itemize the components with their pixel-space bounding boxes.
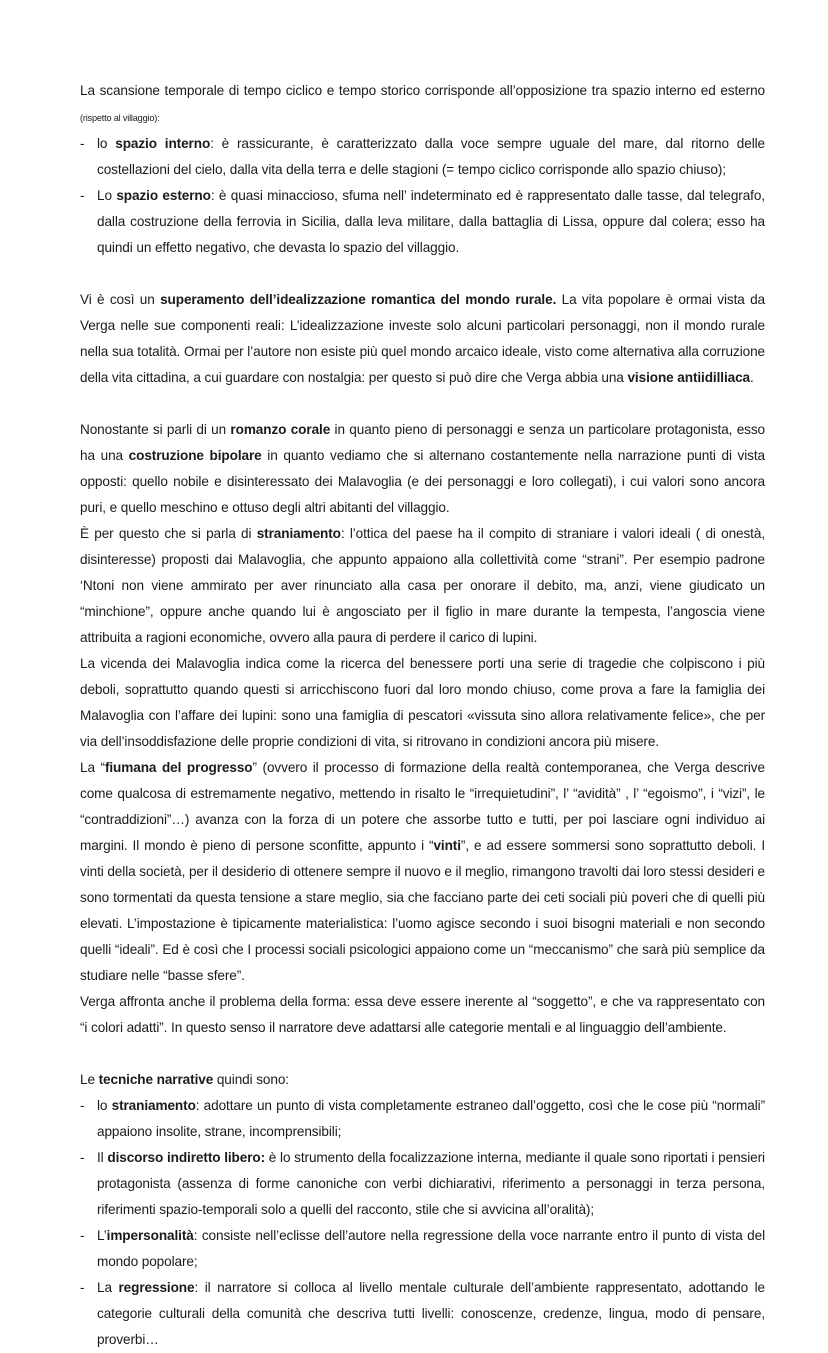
bullet-dash-icon: - [80, 1280, 85, 1295]
paragraph-intro [80, 78, 765, 131]
text-run: quindi sono: [213, 1072, 289, 1087]
paragraph-fiumana [80, 755, 765, 989]
text-run: . [750, 370, 754, 385]
text-run: Vi è così un [80, 292, 161, 307]
tecnica-regressione-rest: : il narratore si colloca al livello mentale culturale dell’ambiente rappresentato, adottando le categorie culturali della comunità che descriva tutti livelli: conoscenze, credenze, lingua, modo di pensare, proverbi… [97, 1280, 765, 1347]
list-tecniche-narrative [80, 1093, 765, 1353]
emphasis-term: straniamento [256, 526, 341, 541]
text-run: ” (ovvero il processo di formazione della realtà contemporanea, che Verga descrive come qualcosa di estremamente negativo, mettendo in risalto le “irrequietudini”, l’ “avidità” , l’ “egoismo”, i “vizi”, le “contraddizioni”…) avanza con la forza di un potere che assorbe tutto e tutti, per poi lasciare ogni individuo ai margini. Il mondo è pieno di persone sconfitte, appunto i “ [80, 760, 765, 853]
tecnica-impersonalita-lead: L’ [97, 1228, 107, 1243]
text-run: in quanto pieno di personaggi e senza un particolare protagonista, esso ha una [80, 422, 766, 463]
text-run: Verga affronta anche il problema della forma: essa deve essere inerente al “soggetto”, e che va rappresentato con “i colori adatti”. In questo senso il narratore deve adattarsi alle categorie mentali e al linguaggio dell’ambiente. [80, 994, 765, 1035]
bullet-dash-icon: - [80, 1098, 85, 1113]
text-run: La vicenda dei Malavoglia indica come la ricerca del benessere porti una serie di tragedie che colpiscono i più deboli, soprattutto quando questi si arricchiscono fuori dal loro mondo chiuso, come prova a fare la famiglia dei Malavoglia con l’affare dei lupini: sono una famiglia di pescatori «vissuta sino allora relativamente felice», che per via dell’insoddisfazione delle proprie condizioni di vita, si ritrovano in condizioni ancora più misere. [80, 656, 765, 749]
spazio-interno-lead: lo [97, 136, 116, 151]
spazio-esterno-term: spazio esterno [116, 188, 211, 203]
tecnica-discorso-term: discorso indiretto libero: [107, 1150, 266, 1165]
emphasis-term: visione antiidilliaca [627, 370, 751, 385]
bullet-dash-icon: - [80, 1228, 85, 1243]
tecnica-straniamento-rest: : adottare un punto di vista completamente estraneo dall’oggetto, così che le cose più “normali” appaiono insolite, strane, incomprensibili; [97, 1098, 765, 1139]
list-spazi [80, 131, 765, 261]
intro-text: La scansione temporale di tempo ciclico e tempo storico corrisponde all’opposizione tra spazio interno ed esterno [80, 83, 765, 98]
list-item-spazio-interno [80, 131, 765, 183]
list-item-spazio-esterno [80, 183, 765, 261]
paragraph-tecniche-intro [80, 1067, 765, 1093]
tecnica-discorso-lead: Il [97, 1150, 108, 1165]
spazio-esterno-rest: : è quasi minaccioso, sfuma nell’ indeterminato ed è rappresentato dalle tasse, dal telegrafo, dalla costruzione della ferrovia in Sicilia, dalla leva militare, dalla battaglia di Lissa, oppure dal colera; esso ha quindi un effetto negativo, che devasta lo spazio del villaggio. [97, 188, 765, 255]
tecnica-straniamento-term: straniamento [111, 1098, 196, 1113]
paragraph-superamento [80, 287, 765, 391]
spacer [80, 391, 765, 417]
paragraph-forma [80, 989, 765, 1041]
bullet-dash-icon: - [80, 188, 85, 203]
text-run: La vita popolare è ormai vista da Verga nelle sue componenti reali: L’idealizzazione investe solo alcuni particolari personaggi, non il mondo rurale nella sua totalità. Ormai per l’autore non esiste più quel mondo arcaico ideale, visto come alternativa alla corruzione della vita cittadina, a cui guardare con nostalgia: per questo si può dire che Verga abbia una [80, 292, 766, 385]
text-run: Le [80, 1072, 99, 1087]
list-item-tecnica-discorso-indiretto [80, 1145, 765, 1223]
tecnica-regressione-term: regressione [118, 1280, 195, 1295]
text-run: È per questo che si parla di [80, 526, 257, 541]
bullet-dash-icon: - [80, 1150, 85, 1165]
tecnica-discorso-rest: è lo strumento della focalizzazione interna, mediante il quale sono riportati i pensieri protagonista (assenza di forme canoniche con verbi dichiarativi, riferimento a personaggi in terza persona, riferimenti spazio-temporali solo a quelli del racconto, stile che si avvicina all’oralità); [97, 1150, 765, 1217]
emphasis-term: romanzo corale [230, 422, 331, 437]
text-run: ”, e ad essere sommersi sono soprattutto deboli. I vinti della società, per il desiderio di ottenere sempre il nuovo e il meglio, rimangono travolti dai loro stessi desideri e sono tormentati da questa tensione a stare meglio, sia che facciano parte dei ceti sociali più poveri che di quelli più elevati. L’impostazione è tipicamente materialistica: l’uomo agisce secondo i suoi bisogni materiali e non secondo quelli “ideali”. Ed è così che I processi sociali psicologici appaiono come un “meccanismo” che sarà più semplice da studiare nelle “basse sfere”. [80, 838, 766, 983]
list-item-tecnica-straniamento [80, 1093, 765, 1145]
paragraph-vicenda [80, 651, 765, 755]
tecnica-regressione-lead: La [97, 1280, 119, 1295]
emphasis-term: fiumana del progresso [104, 760, 253, 775]
tecnica-impersonalita-term: impersonalità [106, 1228, 194, 1243]
spacer [80, 261, 765, 287]
list-item-tecnica-impersonalita [80, 1223, 765, 1275]
intro-note-small: (rispetto al villaggio): [80, 113, 160, 123]
spazio-interno-term: spazio interno [115, 136, 211, 151]
tecnica-impersonalita-rest: : consiste nell’eclisse dell’autore nella regressione della voce narrante entro il punto di vista del mondo popolare; [97, 1228, 765, 1269]
emphasis-term: vinti [433, 838, 461, 853]
paragraph-straniamento [80, 521, 765, 651]
emphasis-term: superamento dell’idealizzazione romantica del mondo rurale. [160, 292, 557, 307]
emphasis-term: costruzione bipolare [128, 448, 262, 463]
spazio-esterno-lead: Lo [97, 188, 117, 203]
text-run: Nonostante si parli di un [80, 422, 231, 437]
spacer [80, 1041, 765, 1067]
document-body [80, 78, 765, 1353]
bullet-dash-icon: - [80, 136, 85, 151]
text-run: in quanto vediamo che si alternano costantemente nella narrazione punti di vista opposti: quello nobile e disinteressato dei Malavoglia (e dei personaggi e loro collegati), i cui valori sono ancora puri, e quello meschino e ottuso degli altri abitanti del villaggio. [80, 448, 766, 515]
spazio-interno-rest: : è rassicurante, è caratterizzato dalla voce sempre uguale del mare, dal ritorno delle costellazioni del cielo, dalla vita della terra e delle stagioni (= tempo ciclico corrisponde allo spazio chiuso); [97, 136, 765, 177]
list-item-tecnica-regressione [80, 1275, 765, 1353]
text-run: La “ [80, 760, 105, 775]
emphasis-term: tecniche narrative [98, 1072, 214, 1087]
text-run: : l’ottica del paese ha il compito di straniare i valori ideali ( di onestà, disinteresse) proposti dai Malavoglia, che appunto appaiono alla collettività come “strani”. Per esempio padrone ‘Ntoni non viene ammirato per aver rinunciato alla casa per onorare il debito, ma, anzi, viene giudicato un “minchione”, oppure anche quando lui è angosciato per il figlio in mare durante la tempesta, l’angoscia viene attribuita a ragioni economiche, ovvero alla paura di perdere il carico di lupini. [80, 526, 765, 645]
tecnica-straniamento-lead: lo [97, 1098, 112, 1113]
paragraph-romanzo-corale [80, 417, 765, 521]
